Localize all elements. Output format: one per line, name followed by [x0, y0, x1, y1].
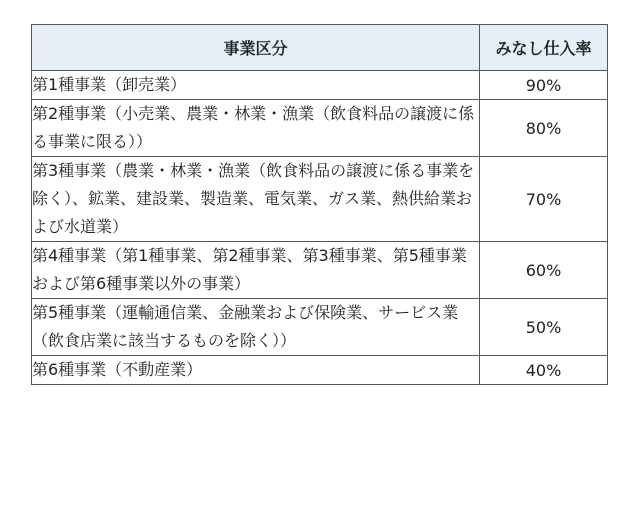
- business-category-cell: 第2種事業（小売業、農業・林業・漁業（飲食料品の譲渡に係る事業に限る））: [32, 100, 480, 157]
- rate-cell: 50%: [480, 299, 608, 356]
- table-row: [32, 356, 608, 385]
- business-category-cell: 第4種事業（第1種事業、第2種事業、第3種事業、第5種事業および第6種事業以外の事業）: [32, 242, 480, 299]
- rate-cell: 80%: [480, 100, 608, 157]
- table-row: [32, 100, 608, 157]
- table-row: [32, 299, 608, 356]
- table-row: [32, 71, 608, 100]
- business-category-cell: 第5種事業（運輸通信業、金融業および保険業、サービス業（飲食店業に該当するものを除く））: [32, 299, 480, 356]
- table-row: [32, 242, 608, 299]
- business-category-cell: 第3種事業（農業・林業・漁業（飲食料品の譲渡に係る事業を除く）、鉱業、建設業、製造業、電気業、ガス業、熱供給業および水道業）: [32, 157, 480, 242]
- rate-cell: 40%: [480, 356, 608, 385]
- table-header-row: [32, 25, 608, 71]
- header-deemed-purchase-rate: みなし仕入率: [480, 25, 608, 71]
- table-row: [32, 157, 608, 242]
- deemed-purchase-rate-table: [31, 24, 608, 385]
- business-category-cell: 第1種事業（卸売業）: [32, 71, 480, 100]
- rate-cell: 60%: [480, 242, 608, 299]
- rate-cell: 90%: [480, 71, 608, 100]
- header-business-category: 事業区分: [32, 25, 480, 71]
- business-category-cell: 第6種事業（不動産業）: [32, 356, 480, 385]
- rate-cell: 70%: [480, 157, 608, 242]
